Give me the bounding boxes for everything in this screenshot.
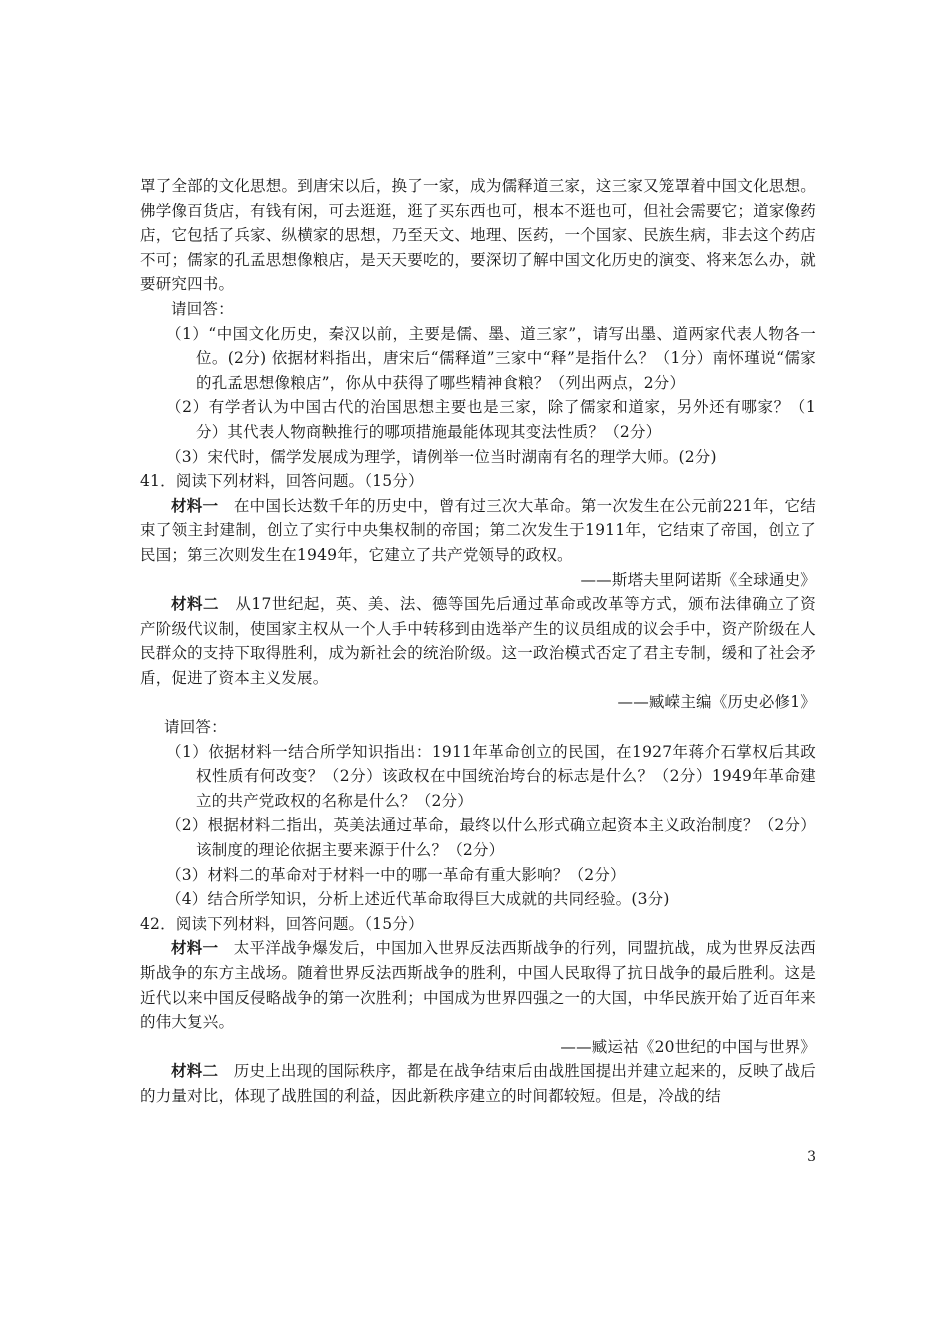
q41-material-2-source: ——臧嵘主编《历史必修1》 (617, 693, 816, 712)
q42-material-1-source: ——臧运祜《20世纪的中国与世界》 (560, 1037, 816, 1056)
document-page (140, 174, 816, 1109)
q42-material-1-text: 太平洋战争爆发后，中国加入世界反法西斯战争的行列，同盟抗战，成为世界反法西斯战争的东方主战场。随着世界反法西斯战争的胜利，中国人民取得了抗日战争的最后胜利。这是近代以来中国反侵略战争的第一次胜利；中国成为世界四强之一的大国，中华民族开始了近百年来的伟大复兴。 (140, 939, 816, 1032)
q41-item-2: （2）根据材料二指出，英美法通过革命，最终以什么形式确立起资本主义政治制度？（2分）该制度的理论依据主要来源于什么？（2分） (166, 816, 816, 860)
q41-item-4: （4）结合所学知识，分析上述近代革命取得巨大成就的共同经验。(3分) (166, 890, 670, 909)
q41-ask: 请回答： (164, 718, 227, 737)
q41-item-3: （3）材料二的革命对于材料一中的哪一革命有重大影响？（2分） (166, 865, 626, 884)
page-number: 3 (807, 1149, 816, 1165)
q42-material-2-text: 历史上出现的国际秩序，都是在战争结束后由战胜国提出并建立起来的，反映了战后的力量对比，体现了战胜国的利益，因此新秩序建立的时间都较短。但是，冷战的结 (140, 1062, 816, 1105)
q41-material-2-label: 材料二 (171, 594, 220, 614)
q42-material-1 (140, 936, 816, 1034)
q41-heading: 41．阅读下列材料，回答问题。（15分） (140, 472, 424, 491)
q41-material-2 (140, 592, 816, 690)
q42-material-2 (140, 1059, 816, 1108)
q41-material-1-text: 在中国长达数千年的历史中，曾有过三次大革命。第一次发生在公元前221年，它结束了领主封建制，创立了实行中央集权制的帝国；第二次发生于1911年，它结束了帝国，创立了民国；第三次则发生在1949年，它建立了共产党领导的政权。 (140, 496, 816, 564)
q40-item-2: （2）有学者认为中国古代的治国思想主要也是三家，除了儒家和道家，另外还有哪家？（1分）其代表人物商鞅推行的哪项措施最能体现其变法性质？（2分） (166, 398, 816, 441)
q41-item-1: （1）依据材料一结合所学知识指出：1911年革命创立的民国，在1927年蒋介石掌权后其政权性质有何改变？（2分）该政权在中国统治垮台的标志是什么？（2分）1949年革命建立的共产党政权的名称是什么？（2分） (166, 742, 816, 810)
q41-material-1-source: ——斯塔夫里阿诺斯《全球通史》 (580, 570, 816, 589)
q40-ask: 请回答： (171, 299, 234, 318)
top-paragraph: 罩了全部的文化思想。到唐宋以后，换了一家，成为儒释道三家，这三家又笼罩着中国文化思想。佛学像百货店，有钱有闲，可去逛逛，逛了买东西也可，根本不逛也可，但社会需要它；道家像药店，它包括了兵家、纵横家的思想，乃至天文、地理、医药，一个国家、民族生病，非去这个药店不可；儒家的孔孟思想像粮店，是天天要吃的，要深切了解中国文化历史的演变、将来怎么办，就要研究四书。 (140, 177, 816, 294)
q42-material-2-label: 材料二 (171, 1061, 219, 1081)
q42-material-1-label: 材料一 (171, 938, 219, 958)
q42-heading: 42．阅读下列材料，回答问题。（15分） (140, 914, 424, 933)
q40-item-1: （1）“中国文化历史，秦汉以前，主要是儒、墨、道三家”，请写出墨、道两家代表人物各一位。(2分) 依据材料指出，唐宋后“儒释道”三家中“释”是指什么？（1分）南怀瑾说“儒家的孔孟思想像粮店”，你从中获得了哪些精神食粮？（列出两点，2分） (166, 324, 816, 392)
q41-material-1 (140, 494, 816, 568)
q41-material-1-label: 材料一 (171, 495, 219, 515)
q40-item-3: （3）宋代时，儒学发展成为理学，请例举一位当时湖南有名的理学大师。(2分) (166, 447, 717, 466)
q41-material-2-text: 从17世纪起，英、美、法、德等国先后通过革命或改革等方式，颁布法律确立了资产阶级代议制，使国家主权从一个人手中转移到由选举产生的议员组成的议会手中，资产阶级在人民群众的支持下取得胜利，成为新社会的统治阶级。这一政治模式否定了君主专制，缓和了社会矛盾，促进了资本主义发展。 (140, 595, 816, 687)
